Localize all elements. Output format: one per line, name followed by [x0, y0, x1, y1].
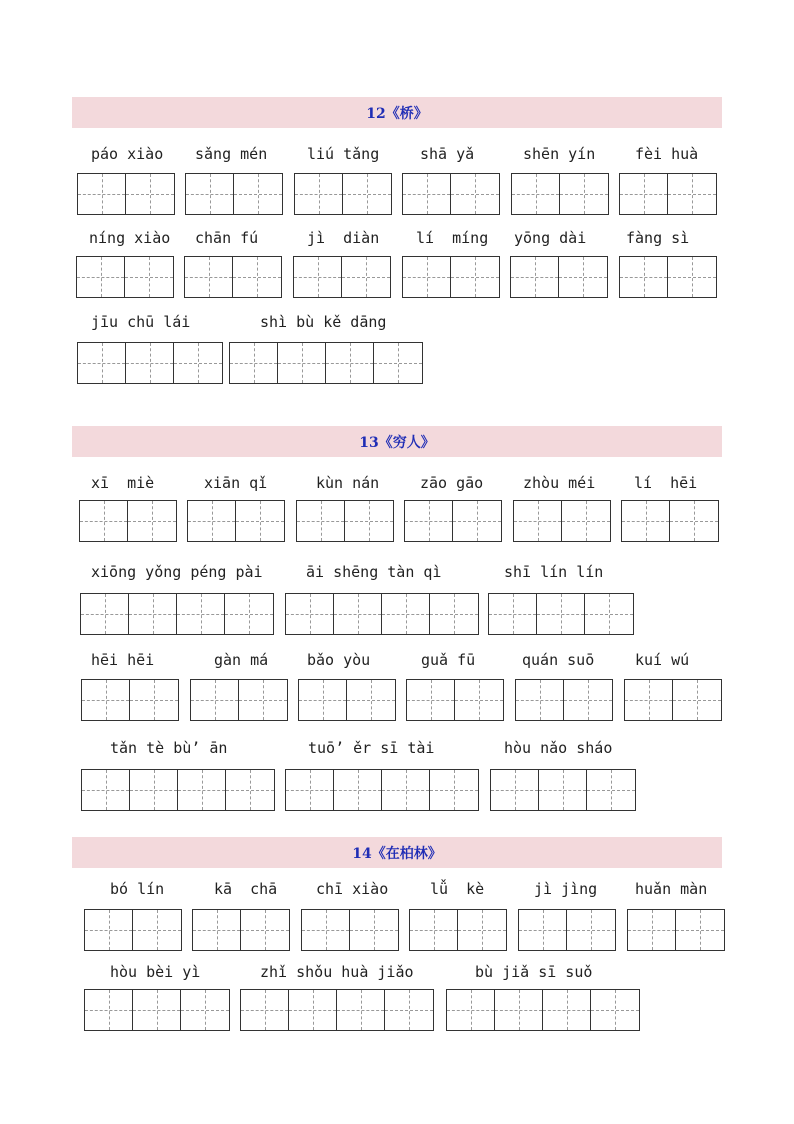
tian-zi-ge-cell[interactable]: [543, 990, 591, 1030]
character-writing-grid: [510, 256, 608, 298]
character-writing-grid: [402, 173, 500, 215]
tian-zi-ge-cell[interactable]: [299, 680, 347, 720]
tian-zi-ge-cell[interactable]: [78, 343, 126, 383]
tian-zi-ge-cell[interactable]: [495, 990, 543, 1030]
tian-zi-ge-cell[interactable]: [519, 910, 567, 950]
pinyin-label: shī lín lín: [504, 563, 604, 581]
tian-zi-ge-cell[interactable]: [286, 594, 334, 634]
tian-zi-ge-cell[interactable]: [347, 680, 395, 720]
tian-zi-ge-cell[interactable]: [382, 594, 430, 634]
tian-zi-ge-cell[interactable]: [241, 990, 289, 1030]
character-writing-grid: [76, 256, 174, 298]
tian-zi-ge-cell[interactable]: [129, 594, 177, 634]
tian-zi-ge-cell[interactable]: [560, 174, 608, 214]
character-writing-grid: [285, 769, 479, 811]
tian-zi-ge-cell[interactable]: [225, 594, 273, 634]
tian-zi-ge-cell[interactable]: [491, 770, 539, 810]
tian-zi-ge-cell[interactable]: [511, 257, 559, 297]
tian-zi-ge-cell[interactable]: [539, 770, 587, 810]
character-writing-grid: [627, 909, 725, 951]
lesson-title: 12《桥》: [72, 97, 722, 128]
pinyin-label: bǎo yòu: [307, 651, 371, 669]
pinyin-label: hòu bèi yì: [110, 963, 201, 981]
tian-zi-ge-cell[interactable]: [302, 910, 350, 950]
pinyin-label: jì jìng: [534, 880, 598, 898]
character-writing-grid: [84, 909, 182, 951]
character-writing-grid: [402, 256, 500, 298]
pinyin-label: kuí wú: [635, 651, 690, 669]
pinyin-label: páo xiào: [91, 145, 164, 163]
character-writing-grid: [80, 593, 274, 635]
tian-zi-ge-cell[interactable]: [82, 680, 130, 720]
pinyin-label: kā chā: [214, 880, 278, 898]
tian-zi-ge-cell[interactable]: [447, 990, 495, 1030]
pinyin-label: yōng dài: [514, 229, 587, 247]
tian-zi-ge-cell[interactable]: [625, 680, 673, 720]
tian-zi-ge-cell[interactable]: [620, 174, 668, 214]
character-writing-grid: [77, 342, 223, 384]
tian-zi-ge-cell[interactable]: [451, 174, 499, 214]
character-writing-grid: [409, 909, 507, 951]
tian-zi-ge-cell[interactable]: [403, 174, 451, 214]
tian-zi-ge-cell[interactable]: [668, 174, 716, 214]
character-writing-grid: [192, 909, 290, 951]
tian-zi-ge-cell[interactable]: [567, 910, 615, 950]
tian-zi-ge-cell[interactable]: [591, 990, 639, 1030]
tian-zi-ge-cell[interactable]: [334, 594, 382, 634]
pinyin-label: jīu chū lái: [91, 313, 191, 331]
character-writing-grid: [513, 500, 611, 542]
character-writing-grid: [187, 500, 285, 542]
tian-zi-ge-cell[interactable]: [295, 174, 343, 214]
pinyin-label: hòu nǎo sháo: [504, 739, 613, 757]
tian-zi-ge-cell[interactable]: [178, 770, 226, 810]
tian-zi-ge-cell[interactable]: [286, 770, 334, 810]
tian-zi-ge-cell[interactable]: [670, 501, 718, 541]
tian-zi-ge-cell[interactable]: [430, 770, 478, 810]
pinyin-label: shēn yín: [523, 145, 596, 163]
tian-zi-ge-cell[interactable]: [188, 501, 236, 541]
pinyin-label: zhòu méi: [523, 474, 596, 492]
tian-zi-ge-cell[interactable]: [181, 990, 229, 1030]
lesson-title: 14《在柏林》: [72, 837, 722, 868]
character-writing-grid: [406, 679, 504, 721]
tian-zi-ge-cell[interactable]: [385, 990, 433, 1030]
pinyin-label: hēi hēi: [91, 651, 155, 669]
tian-zi-ge-cell[interactable]: [77, 257, 125, 297]
pinyin-label: sǎng mén: [195, 145, 268, 163]
pinyin-label: kùn nán: [316, 474, 380, 492]
tian-zi-ge-cell[interactable]: [455, 680, 503, 720]
tian-zi-ge-cell[interactable]: [587, 770, 635, 810]
character-writing-grid: [77, 173, 175, 215]
character-writing-grid: [404, 500, 502, 542]
pinyin-label: zhǐ shǒu huà jiǎo: [260, 963, 414, 981]
pinyin-label: gàn má: [214, 651, 269, 669]
pinyin-label: bù jiǎ sī suǒ: [475, 963, 593, 981]
pinyin-label: jì diàn: [307, 229, 380, 247]
pinyin-label: xiōng yǒng péng pài: [91, 563, 263, 581]
tian-zi-ge-cell[interactable]: [133, 910, 181, 950]
tian-zi-ge-cell[interactable]: [382, 770, 430, 810]
tian-zi-ge-cell[interactable]: [239, 680, 287, 720]
tian-zi-ge-cell[interactable]: [458, 910, 506, 950]
tian-zi-ge-cell[interactable]: [297, 501, 345, 541]
pinyin-label: lǚ kè: [430, 880, 485, 898]
character-writing-grid: [81, 769, 275, 811]
tian-zi-ge-cell[interactable]: [564, 680, 612, 720]
tian-zi-ge-cell[interactable]: [334, 770, 382, 810]
character-writing-grid: [240, 989, 434, 1031]
tian-zi-ge-cell[interactable]: [676, 910, 724, 950]
pinyin-label: guǎ fū: [421, 651, 476, 669]
tian-zi-ge-cell[interactable]: [668, 257, 716, 297]
character-writing-grid: [229, 342, 423, 384]
pinyin-label: chān fú: [195, 229, 259, 247]
character-writing-grid: [184, 256, 282, 298]
pinyin-label: tǎn tè bù’ ān: [110, 739, 228, 757]
character-writing-grid: [298, 679, 396, 721]
tian-zi-ge-cell[interactable]: [128, 501, 176, 541]
tian-zi-ge-cell[interactable]: [85, 910, 133, 950]
pinyin-label: shì bù kě dāng: [260, 313, 387, 331]
tian-zi-ge-cell[interactable]: [343, 174, 391, 214]
tian-zi-ge-cell[interactable]: [186, 174, 234, 214]
pinyin-label: fàng sì: [626, 229, 690, 247]
tian-zi-ge-cell[interactable]: [278, 343, 326, 383]
tian-zi-ge-cell[interactable]: [126, 343, 174, 383]
pinyin-label: xī miè: [91, 474, 155, 492]
pinyin-label: xiān qǐ: [204, 474, 268, 492]
tian-zi-ge-cell[interactable]: [289, 990, 337, 1030]
tian-zi-ge-cell[interactable]: [133, 990, 181, 1030]
pinyin-label: tuō’ ěr sī tài: [308, 739, 435, 757]
tian-zi-ge-cell[interactable]: [130, 680, 178, 720]
pinyin-label: lí míng: [416, 229, 489, 247]
tian-zi-ge-cell[interactable]: [628, 910, 676, 950]
character-writing-grid: [301, 909, 399, 951]
tian-zi-ge-cell[interactable]: [174, 343, 222, 383]
tian-zi-ge-cell[interactable]: [537, 594, 585, 634]
pinyin-label: lí hēi: [634, 474, 698, 492]
tian-zi-ge-cell[interactable]: [514, 501, 562, 541]
character-writing-grid: [190, 679, 288, 721]
tian-zi-ge-cell[interactable]: [673, 680, 721, 720]
character-writing-grid: [488, 593, 634, 635]
tian-zi-ge-cell[interactable]: [430, 594, 478, 634]
tian-zi-ge-cell[interactable]: [453, 501, 501, 541]
tian-zi-ge-cell[interactable]: [78, 174, 126, 214]
tian-zi-ge-cell[interactable]: [125, 257, 173, 297]
character-writing-grid: [185, 173, 283, 215]
tian-zi-ge-cell[interactable]: [233, 257, 281, 297]
tian-zi-ge-cell[interactable]: [234, 174, 282, 214]
tian-zi-ge-cell[interactable]: [185, 257, 233, 297]
tian-zi-ge-cell[interactable]: [177, 594, 225, 634]
tian-zi-ge-cell[interactable]: [82, 770, 130, 810]
tian-zi-ge-cell[interactable]: [451, 257, 499, 297]
tian-zi-ge-cell[interactable]: [85, 990, 133, 1030]
tian-zi-ge-cell[interactable]: [126, 174, 174, 214]
character-writing-grid: [515, 679, 613, 721]
tian-zi-ge-cell[interactable]: [230, 343, 278, 383]
character-writing-grid: [518, 909, 616, 951]
tian-zi-ge-cell[interactable]: [512, 174, 560, 214]
tian-zi-ge-cell[interactable]: [516, 680, 564, 720]
character-writing-grid: [296, 500, 394, 542]
tian-zi-ge-cell[interactable]: [130, 770, 178, 810]
pinyin-label: huǎn màn: [635, 880, 708, 898]
pinyin-label: bó lín: [110, 880, 165, 898]
tian-zi-ge-cell[interactable]: [407, 680, 455, 720]
lesson-title: 13《穷人》: [72, 426, 722, 457]
tian-zi-ge-cell[interactable]: [193, 910, 241, 950]
tian-zi-ge-cell[interactable]: [622, 501, 670, 541]
pinyin-label: níng xiào: [89, 229, 171, 247]
tian-zi-ge-cell[interactable]: [410, 910, 458, 950]
character-writing-grid: [619, 256, 717, 298]
tian-zi-ge-cell[interactable]: [241, 910, 289, 950]
character-writing-grid: [490, 769, 636, 811]
tian-zi-ge-cell[interactable]: [405, 501, 453, 541]
pinyin-label: chī xiào: [316, 880, 389, 898]
character-writing-grid: [285, 593, 479, 635]
tian-zi-ge-cell[interactable]: [236, 501, 284, 541]
tian-zi-ge-cell[interactable]: [337, 990, 385, 1030]
tian-zi-ge-cell[interactable]: [403, 257, 451, 297]
pinyin-label: liú tǎng: [307, 145, 380, 163]
pinyin-label: āi shēng tàn qì: [306, 563, 442, 581]
character-writing-grid: [624, 679, 722, 721]
tian-zi-ge-cell[interactable]: [374, 343, 422, 383]
tian-zi-ge-cell[interactable]: [585, 594, 633, 634]
character-writing-grid: [79, 500, 177, 542]
character-writing-grid: [446, 989, 640, 1031]
tian-zi-ge-cell[interactable]: [191, 680, 239, 720]
pinyin-label: fèi huà: [635, 145, 699, 163]
tian-zi-ge-cell[interactable]: [294, 257, 342, 297]
tian-zi-ge-cell[interactable]: [226, 770, 274, 810]
character-writing-grid: [511, 173, 609, 215]
character-writing-grid: [84, 989, 230, 1031]
character-writing-grid: [294, 173, 392, 215]
character-writing-grid: [293, 256, 391, 298]
tian-zi-ge-cell[interactable]: [345, 501, 393, 541]
pinyin-label: zāo gāo: [420, 474, 484, 492]
tian-zi-ge-cell[interactable]: [80, 501, 128, 541]
pinyin-label: quán suō: [522, 651, 595, 669]
tian-zi-ge-cell[interactable]: [559, 257, 607, 297]
character-writing-grid: [619, 173, 717, 215]
tian-zi-ge-cell[interactable]: [489, 594, 537, 634]
tian-zi-ge-cell[interactable]: [81, 594, 129, 634]
tian-zi-ge-cell[interactable]: [342, 257, 390, 297]
tian-zi-ge-cell[interactable]: [620, 257, 668, 297]
tian-zi-ge-cell[interactable]: [562, 501, 610, 541]
character-writing-grid: [621, 500, 719, 542]
pinyin-label: shā yǎ: [420, 145, 475, 163]
tian-zi-ge-cell[interactable]: [350, 910, 398, 950]
character-writing-grid: [81, 679, 179, 721]
tian-zi-ge-cell[interactable]: [326, 343, 374, 383]
